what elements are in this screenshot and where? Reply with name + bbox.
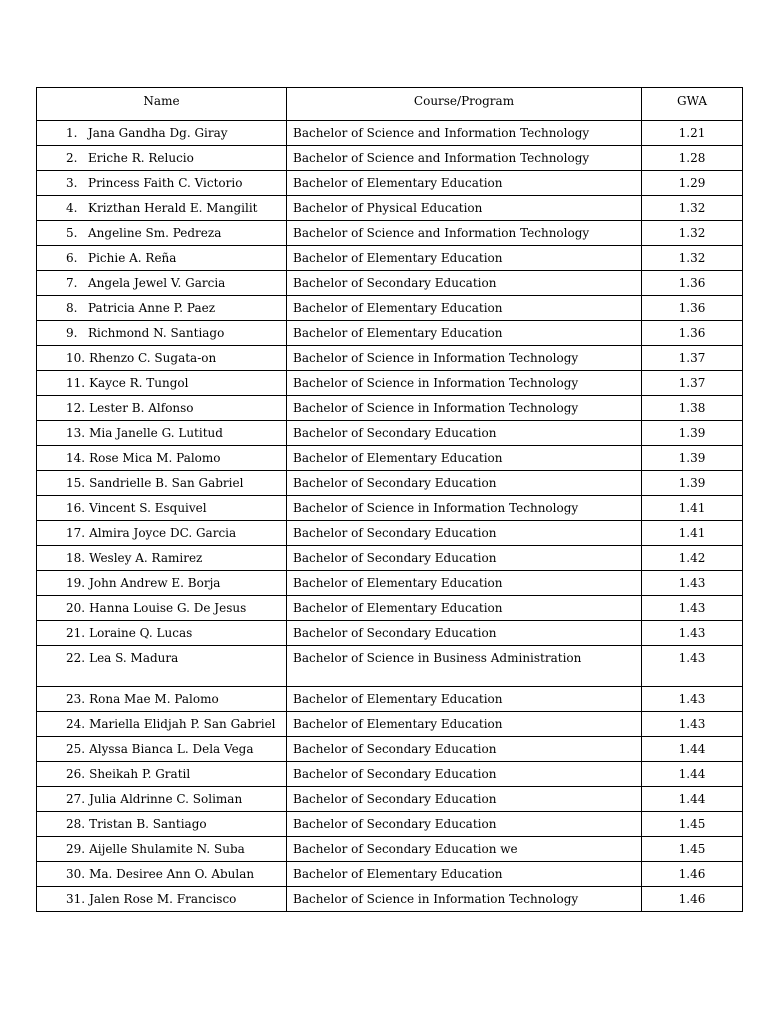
student-name-cell	[37, 146, 287, 171]
gwa-cell: 1.32	[642, 196, 743, 221]
gwa-cell: 1.46	[642, 862, 743, 887]
course-cell: Bachelor of Elementary Education	[287, 446, 642, 471]
student-name: Sandrielle B. San Gabriel	[89, 476, 244, 490]
student-name-cell	[37, 837, 287, 862]
gwa-cell: 1.29	[642, 171, 743, 196]
student-name-cell	[37, 762, 287, 787]
row-number: 11.	[66, 376, 86, 390]
gwa-cell: 1.37	[642, 371, 743, 396]
table-row	[37, 346, 743, 371]
row-number: 17.	[66, 526, 86, 540]
student-name-cell	[37, 346, 287, 371]
gwa-cell: 1.43	[642, 621, 743, 646]
row-number: 20.	[66, 601, 86, 615]
gwa-cell: 1.36	[642, 296, 743, 321]
student-name-cell	[37, 246, 287, 271]
row-number: 7.	[66, 276, 78, 290]
honors-table-container	[36, 87, 742, 912]
student-name: Richmond N. Santiago	[88, 326, 225, 340]
table-row	[37, 396, 743, 421]
course-cell: Bachelor of Elementary Education	[287, 862, 642, 887]
student-name: Jalen Rose M. Francisco	[89, 892, 237, 906]
table-row	[37, 737, 743, 762]
gwa-cell: 1.28	[642, 146, 743, 171]
course-cell: Bachelor of Secondary Education we	[287, 837, 642, 862]
course-cell: Bachelor of Elementary Education	[287, 712, 642, 737]
row-number: 23.	[66, 692, 86, 706]
course-cell: Bachelor of Secondary Education	[287, 521, 642, 546]
row-number: 18.	[66, 551, 86, 565]
student-name-cell	[37, 862, 287, 887]
student-name: Pichie A. Reña	[88, 251, 177, 265]
course-cell: Bachelor of Secondary Education	[287, 546, 642, 571]
row-number: 9.	[66, 326, 78, 340]
student-name-cell	[37, 887, 287, 912]
course-cell: Bachelor of Secondary Education	[287, 812, 642, 837]
gwa-cell: 1.39	[642, 421, 743, 446]
table-row	[37, 446, 743, 471]
student-name-cell	[37, 546, 287, 571]
gwa-cell: 1.39	[642, 446, 743, 471]
student-name-cell	[37, 646, 287, 687]
row-number: 8.	[66, 301, 78, 315]
course-cell: Bachelor of Science in Information Technology	[287, 371, 642, 396]
table-row	[37, 546, 743, 571]
student-name-cell	[37, 171, 287, 196]
table-row	[37, 812, 743, 837]
table-row	[37, 321, 743, 346]
row-number: 30.	[66, 867, 86, 881]
table-row	[37, 171, 743, 196]
gwa-cell: 1.43	[642, 687, 743, 712]
course-cell: Bachelor of Elementary Education	[287, 687, 642, 712]
student-name: Angela Jewel V. Garcia	[88, 276, 226, 290]
student-name-cell	[37, 787, 287, 812]
course-cell: Bachelor of Elementary Education	[287, 571, 642, 596]
gwa-cell: 1.44	[642, 787, 743, 812]
table-row	[37, 621, 743, 646]
table-row	[37, 471, 743, 496]
gwa-cell: 1.38	[642, 396, 743, 421]
student-name: Mariella Elidjah P. San Gabriel	[89, 717, 276, 731]
student-name-cell	[37, 812, 287, 837]
table-row	[37, 762, 743, 787]
row-number: 28.	[66, 817, 86, 831]
row-number: 15.	[66, 476, 86, 490]
gwa-cell: 1.45	[642, 812, 743, 837]
course-cell: Bachelor of Science in Business Administration	[287, 646, 642, 687]
student-name: Tristan B. Santiago	[89, 817, 207, 831]
student-name: Rhenzo C. Sugata-on	[89, 351, 217, 365]
gwa-cell: 1.44	[642, 737, 743, 762]
row-number: 19.	[66, 576, 86, 590]
student-name: Julia Aldrinne C. Soliman	[89, 792, 243, 806]
student-name-cell	[37, 471, 287, 496]
row-number: 26.	[66, 767, 86, 781]
student-name-cell	[37, 596, 287, 621]
gwa-cell: 1.43	[642, 646, 743, 687]
course-cell: Bachelor of Physical Education	[287, 196, 642, 221]
student-name-cell	[37, 221, 287, 246]
row-number: 29.	[66, 842, 86, 856]
table-row	[37, 421, 743, 446]
table-row	[37, 687, 743, 712]
table-row	[37, 887, 743, 912]
gwa-cell: 1.42	[642, 546, 743, 571]
gwa-cell: 1.44	[642, 762, 743, 787]
course-cell: Bachelor of Secondary Education	[287, 471, 642, 496]
course-cell: Bachelor of Science in Information Technology	[287, 496, 642, 521]
gwa-cell: 1.37	[642, 346, 743, 371]
table-row	[37, 221, 743, 246]
row-number: 2.	[66, 151, 78, 165]
student-name-cell	[37, 571, 287, 596]
table-row	[37, 246, 743, 271]
student-name: Lea S. Madura	[89, 651, 179, 665]
gwa-cell: 1.46	[642, 887, 743, 912]
row-number: 16.	[66, 501, 86, 515]
table-row	[37, 196, 743, 221]
student-name: Vincent S. Esquivel	[89, 501, 207, 515]
row-number: 12.	[66, 401, 86, 415]
course-cell: Bachelor of Secondary Education	[287, 271, 642, 296]
gwa-cell: 1.43	[642, 571, 743, 596]
student-name: Aijelle Shulamite N. Suba	[89, 842, 245, 856]
course-cell: Bachelor of Secondary Education	[287, 421, 642, 446]
honors-table	[36, 87, 743, 912]
student-name: Rona Mae M. Palomo	[89, 692, 219, 706]
course-cell: Bachelor of Science and Information Technology	[287, 121, 642, 146]
student-name-cell	[37, 121, 287, 146]
course-cell: Bachelor of Elementary Education	[287, 171, 642, 196]
student-name-cell	[37, 621, 287, 646]
header-name: Name	[37, 88, 287, 121]
student-name-cell	[37, 196, 287, 221]
student-name-cell	[37, 687, 287, 712]
course-cell: Bachelor of Science in Information Technology	[287, 887, 642, 912]
student-name: Mia Janelle G. Lutitud	[89, 426, 223, 440]
course-cell: Bachelor of Elementary Education	[287, 596, 642, 621]
student-name: John Andrew E. Borja	[89, 576, 221, 590]
student-name-cell	[37, 496, 287, 521]
student-name-cell	[37, 446, 287, 471]
student-name: Princess Faith C. Victorio	[88, 176, 243, 190]
table-row	[37, 862, 743, 887]
table-row	[37, 787, 743, 812]
table-row	[37, 146, 743, 171]
course-cell: Bachelor of Elementary Education	[287, 246, 642, 271]
row-number: 14.	[66, 451, 86, 465]
table-row	[37, 296, 743, 321]
course-cell: Bachelor of Secondary Education	[287, 737, 642, 762]
header-course: Course/Program	[287, 88, 642, 121]
course-cell: Bachelor of Secondary Education	[287, 762, 642, 787]
student-name: Krizthan Herald E. Mangilit	[88, 201, 258, 215]
gwa-cell: 1.39	[642, 471, 743, 496]
table-body	[37, 121, 743, 912]
course-cell: Bachelor of Elementary Education	[287, 321, 642, 346]
course-cell: Bachelor of Science in Information Technology	[287, 346, 642, 371]
row-number: 27.	[66, 792, 86, 806]
student-name-cell	[37, 371, 287, 396]
header-row	[37, 88, 743, 121]
course-cell: Bachelor of Science in Information Technology	[287, 396, 642, 421]
student-name-cell	[37, 737, 287, 762]
course-cell: Bachelor of Secondary Education	[287, 621, 642, 646]
student-name: Eriche R. Relucio	[88, 151, 194, 165]
row-number: 4.	[66, 201, 78, 215]
course-cell: Bachelor of Secondary Education	[287, 787, 642, 812]
student-name-cell	[37, 296, 287, 321]
student-name: Patricia Anne P. Paez	[88, 301, 216, 315]
student-name: Lester B. Alfonso	[89, 401, 194, 415]
gwa-cell: 1.41	[642, 496, 743, 521]
row-number: 22.	[66, 651, 86, 665]
student-name: Kayce R. Tungol	[89, 376, 189, 390]
student-name-cell	[37, 521, 287, 546]
table-row	[37, 646, 743, 687]
row-number: 10.	[66, 351, 86, 365]
gwa-cell: 1.32	[642, 246, 743, 271]
gwa-cell: 1.41	[642, 521, 743, 546]
table-row	[37, 371, 743, 396]
row-number: 31.	[66, 892, 86, 906]
student-name: Almira Joyce DC. Garcia	[89, 526, 237, 540]
student-name: Ma. Desiree Ann O. Abulan	[89, 867, 255, 881]
table-row	[37, 496, 743, 521]
course-cell: Bachelor of Science and Information Technology	[287, 146, 642, 171]
course-cell: Bachelor of Science and Information Technology	[287, 221, 642, 246]
course-cell: Bachelor of Elementary Education	[287, 296, 642, 321]
student-name: Sheikah P. Gratil	[89, 767, 191, 781]
gwa-cell: 1.21	[642, 121, 743, 146]
student-name-cell	[37, 421, 287, 446]
row-number: 1.	[66, 126, 78, 140]
gwa-cell: 1.36	[642, 271, 743, 296]
student-name: Angeline Sm. Pedreza	[88, 226, 222, 240]
student-name-cell	[37, 396, 287, 421]
table-row	[37, 596, 743, 621]
table-row	[37, 521, 743, 546]
student-name: Wesley A. Ramirez	[89, 551, 203, 565]
table-row	[37, 271, 743, 296]
student-name: Alyssa Bianca L. Dela Vega	[89, 742, 254, 756]
gwa-cell: 1.36	[642, 321, 743, 346]
table-row	[37, 571, 743, 596]
row-number: 5.	[66, 226, 78, 240]
gwa-cell: 1.43	[642, 596, 743, 621]
table-row	[37, 121, 743, 146]
gwa-cell: 1.32	[642, 221, 743, 246]
student-name: Hanna Louise G. De Jesus	[89, 601, 247, 615]
row-number: 25.	[66, 742, 86, 756]
row-number: 21.	[66, 626, 86, 640]
student-name: Loraine Q. Lucas	[89, 626, 193, 640]
row-number: 3.	[66, 176, 78, 190]
row-number: 24.	[66, 717, 86, 731]
gwa-cell: 1.43	[642, 712, 743, 737]
student-name: Jana Gandha Dg. Giray	[88, 126, 228, 140]
student-name-cell	[37, 712, 287, 737]
student-name: Rose Mica M. Palomo	[89, 451, 221, 465]
table-row	[37, 837, 743, 862]
gwa-cell: 1.45	[642, 837, 743, 862]
student-name-cell	[37, 321, 287, 346]
student-name-cell	[37, 271, 287, 296]
row-number: 6.	[66, 251, 78, 265]
row-number: 13.	[66, 426, 86, 440]
table-row	[37, 712, 743, 737]
header-gwa: GWA	[642, 88, 743, 121]
